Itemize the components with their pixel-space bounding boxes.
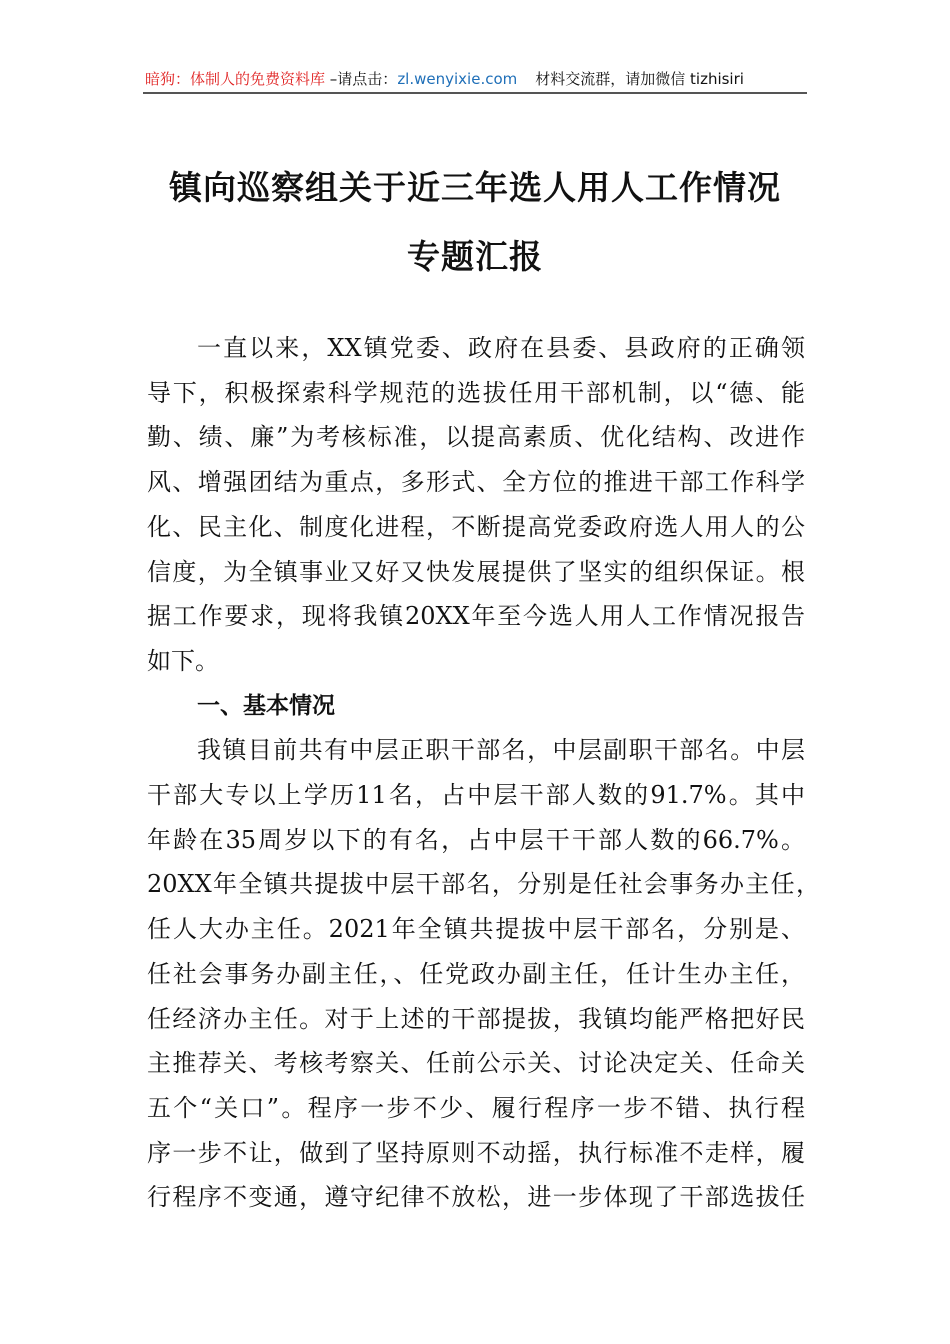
header-contact: 材料交流群，请加微信 tizhisiri (535, 70, 744, 88)
paragraph-line: 任社会事务办副主任，、任党政办副主任，任计生办主任， (147, 959, 805, 988)
paragraph-line: 信度，为全镇事业又好又快发展提供了坚实的组织保证。根 (147, 557, 805, 586)
header-link[interactable]: zl.wenyixie.com (397, 70, 518, 88)
header-divider (143, 92, 807, 94)
paragraph-line: 我镇目前共有中层正职干部名，中层副职干部名。中层 (197, 736, 805, 765)
paragraph-line: 年龄在35周岁以下的有名，占中层干干部人数的66.7%。 (147, 825, 805, 854)
paragraph-line: 如下。 (147, 646, 219, 675)
paragraph-line: 勤、绩、廉”为考核标准，以提高素质、优化结构、改进作 (147, 423, 805, 452)
document-title-line-2: 专题汇报 (407, 237, 543, 276)
paragraph-line: 序一步不让，做到了坚持原则不动摇，执行标准不走样，履 (147, 1138, 805, 1167)
paragraph-line: 行程序不变通，遵守纪律不放松，进一步体现了干部选拔任 (147, 1183, 805, 1212)
paragraph-line: 一直以来，XX镇党委、政府在县委、县政府的正确领 (197, 334, 805, 362)
paragraph-line: 风、增强团结为重点，多形式、全方位的推进干部工作科学 (147, 468, 805, 497)
paragraph-line: 导下，积极探索科学规范的选拔任用干部机制，以“德、能 (147, 378, 805, 407)
paragraph-line: 干部大专以上学历11名，占中层干部人数的91.7%。其中 (147, 781, 805, 810)
document-title-line-1: 镇向巡察组关于近三年选人用人工作情况 (169, 168, 781, 207)
section-heading: 一、基本情况 (197, 692, 335, 719)
paragraph-line: 化、民主化、制度化进程，不断提高党委政府选人用人的公 (147, 512, 805, 541)
document-body (147, 326, 820, 1220)
paragraph-line: 20XX年全镇共提拔中层干部名，分别是任社会事务办主任， (147, 870, 820, 899)
paragraph-line: 任人大办主任。2021年全镇共提拔中层干部名，分别是、 (147, 915, 805, 944)
paragraph-line: 主推荐关、考核考察关、任前公示关、讨论决定关、任命关 (147, 1049, 805, 1078)
paragraph-line: 任经济办主任。对于上述的干部提拔，我镇均能严格把好民 (147, 1004, 805, 1033)
paragraph-line: 五个“关口”。程序一步不少、履行程序一步不错、执行程 (147, 1093, 805, 1122)
header-brand: 暗狗：体制人的免费资料库 (145, 70, 326, 88)
page-header (145, 68, 805, 89)
header-prompt: –请点击： (329, 70, 398, 88)
paragraph-line: 据工作要求，现将我镇20XX年至今选人用人工作情况报告 (147, 602, 805, 631)
